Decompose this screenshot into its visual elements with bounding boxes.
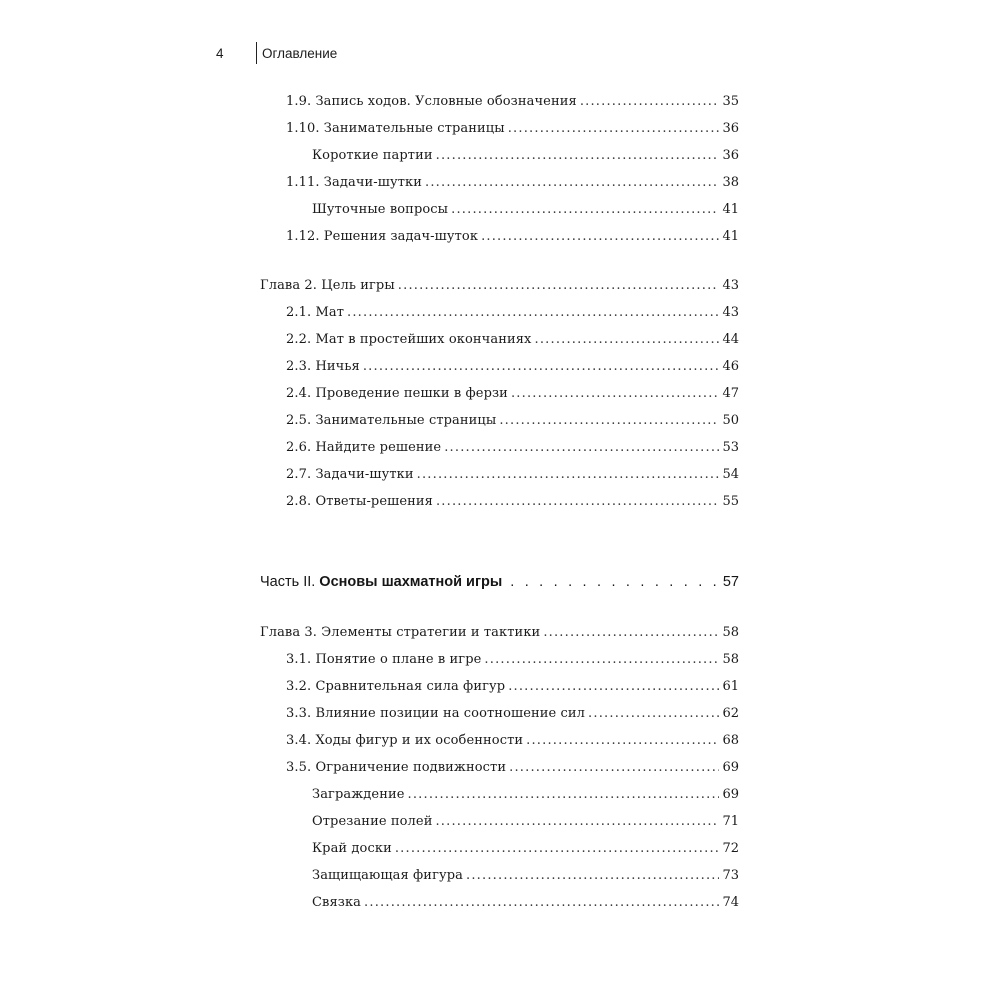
chapter-title: Глава 2. Цель игры xyxy=(260,278,395,293)
toc-entry[interactable] xyxy=(286,760,739,780)
toc-entry-page: 68 xyxy=(722,733,739,748)
toc-entry-title: 2.6. Найдите решение xyxy=(286,440,442,455)
toc-entry-page: 36 xyxy=(722,121,739,136)
toc-entry-page: 41 xyxy=(722,202,739,217)
dot-leader xyxy=(363,359,720,374)
toc-entry-title: Защищающая фигура xyxy=(312,868,463,883)
chapter-page: 58 xyxy=(722,625,739,640)
toc-entry-page: 35 xyxy=(722,94,739,109)
dot-leader xyxy=(417,467,720,482)
toc-entry-title: Связка xyxy=(312,895,362,910)
toc-entry-title: 3.2. Сравнительная сила фигур xyxy=(286,679,506,694)
dot-leader xyxy=(509,760,719,775)
dot-leader xyxy=(526,733,719,748)
dot-leader xyxy=(347,305,719,320)
toc-entry-page: 69 xyxy=(722,760,739,775)
toc-subentry[interactable] xyxy=(312,868,739,888)
dot-leader xyxy=(508,121,720,136)
toc-entry-page: 38 xyxy=(722,175,739,190)
toc-entry-page: 47 xyxy=(722,386,739,401)
toc-entry-page: 44 xyxy=(722,332,739,347)
toc-subentry[interactable] xyxy=(312,202,739,222)
toc-entry-title: 3.1. Понятие о плане в игре xyxy=(286,652,482,667)
toc-entry[interactable] xyxy=(286,652,739,672)
toc-entry-page: 41 xyxy=(722,229,739,244)
toc-entry[interactable] xyxy=(286,229,739,249)
toc-entry[interactable] xyxy=(286,386,739,406)
dot-leader xyxy=(510,574,719,590)
toc-entry-title: Отрезание полей xyxy=(312,814,433,829)
dot-leader xyxy=(436,148,720,163)
toc-entry-title: 1.11. Задачи-шутки xyxy=(286,175,422,190)
dot-leader xyxy=(508,679,719,694)
part-page: 57 xyxy=(722,574,739,590)
toc-entry-page: 73 xyxy=(722,868,739,883)
toc-entry[interactable] xyxy=(286,494,739,514)
toc-entry-page: 61 xyxy=(722,679,739,694)
toc-entry-title: Короткие партии xyxy=(312,148,433,163)
toc-entry-page: 74 xyxy=(722,895,739,910)
toc-entry-title: Шуточные вопросы xyxy=(312,202,449,217)
dot-leader xyxy=(451,202,719,217)
toc-entry-page: 72 xyxy=(722,841,739,856)
dot-leader xyxy=(481,229,719,244)
toc-entry[interactable] xyxy=(286,679,739,699)
dot-leader xyxy=(364,895,719,910)
toc-entry[interactable] xyxy=(286,332,739,352)
toc-entry[interactable] xyxy=(286,413,739,433)
toc-entry-title: 3.5. Ограничение подвижности xyxy=(286,760,507,775)
toc-entry-title: 1.12. Решения задач-шуток xyxy=(286,229,479,244)
toc-entry[interactable] xyxy=(286,440,739,460)
dot-leader xyxy=(436,494,719,509)
toc-entry-title: 2.5. Занимательные страницы xyxy=(286,413,497,428)
toc-entry-title: Край доски xyxy=(312,841,392,856)
toc-entry-title: Заграждение xyxy=(312,787,405,802)
toc-entry-page: 43 xyxy=(722,305,739,320)
dot-leader xyxy=(408,787,720,802)
dot-leader xyxy=(543,625,719,640)
toc-entry[interactable] xyxy=(286,706,739,726)
toc-entry-title: 1.9. Запись ходов. Условные обозначения xyxy=(286,94,577,109)
toc-chapter-2[interactable] xyxy=(260,278,739,298)
part-title: Основы шахматной игры xyxy=(319,574,503,590)
toc-entry-page: 71 xyxy=(722,814,739,829)
toc-entry-title: 2.2. Мат в простейших окончаниях xyxy=(286,332,532,347)
toc-entry-title: 1.10. Занимательные страницы xyxy=(286,121,505,136)
toc-part-2[interactable] xyxy=(260,574,739,596)
toc-entry[interactable] xyxy=(286,94,739,114)
toc-entry[interactable] xyxy=(286,175,739,195)
toc-chapter-3[interactable] xyxy=(260,625,739,645)
dot-leader xyxy=(435,814,719,829)
toc-entry[interactable] xyxy=(286,305,739,325)
toc-entry[interactable] xyxy=(286,733,739,753)
toc-subentry[interactable] xyxy=(312,148,739,168)
dot-leader xyxy=(588,706,719,721)
dot-leader xyxy=(444,440,719,455)
dot-leader xyxy=(580,94,720,109)
toc-entry-title: 2.8. Ответы-решения xyxy=(286,494,433,509)
toc-entry-page: 53 xyxy=(722,440,739,455)
toc-entry[interactable] xyxy=(286,359,739,379)
page-number: 4 xyxy=(216,45,224,61)
toc-entry-page: 50 xyxy=(722,413,739,428)
toc-entry-title: 2.1. Мат xyxy=(286,305,344,320)
toc-subentry[interactable] xyxy=(312,841,739,861)
part-prefix: Часть II. xyxy=(260,574,316,590)
dot-leader xyxy=(425,175,719,190)
toc-subentry[interactable] xyxy=(312,814,739,834)
dot-leader xyxy=(466,868,719,883)
dot-leader xyxy=(534,332,719,347)
toc-subentry[interactable] xyxy=(312,895,739,915)
dot-leader xyxy=(395,841,720,856)
dot-leader xyxy=(398,278,720,293)
toc-entry-title: 3.4. Ходы фигур и их особенности xyxy=(286,733,524,748)
toc-entry[interactable] xyxy=(286,467,739,487)
toc-entry-page: 46 xyxy=(722,359,739,374)
toc-entry[interactable] xyxy=(286,121,739,141)
dot-leader xyxy=(484,652,719,667)
chapter-page: 43 xyxy=(722,278,739,293)
toc-entry-title: 3.3. Влияние позиции на соотношение сил xyxy=(286,706,586,721)
toc-entry-page: 54 xyxy=(722,467,739,482)
toc-entry-page: 58 xyxy=(722,652,739,667)
dot-leader xyxy=(499,413,719,428)
toc-entry-title: 2.7. Задачи-шутки xyxy=(286,467,414,482)
toc-entry-page: 55 xyxy=(722,494,739,509)
chapter-title: Глава 3. Элементы стратегии и тактики xyxy=(260,625,541,640)
toc-subentry[interactable] xyxy=(312,787,739,807)
toc-entry-page: 36 xyxy=(722,148,739,163)
toc-entry-title: 2.3. Ничья xyxy=(286,359,360,374)
section-title: Оглавление xyxy=(262,45,338,61)
dot-leader xyxy=(511,386,720,401)
toc-entry-title: 2.4. Проведение пешки в ферзи xyxy=(286,386,508,401)
toc-entry-page: 62 xyxy=(722,706,739,721)
toc-entry-page: 69 xyxy=(722,787,739,802)
